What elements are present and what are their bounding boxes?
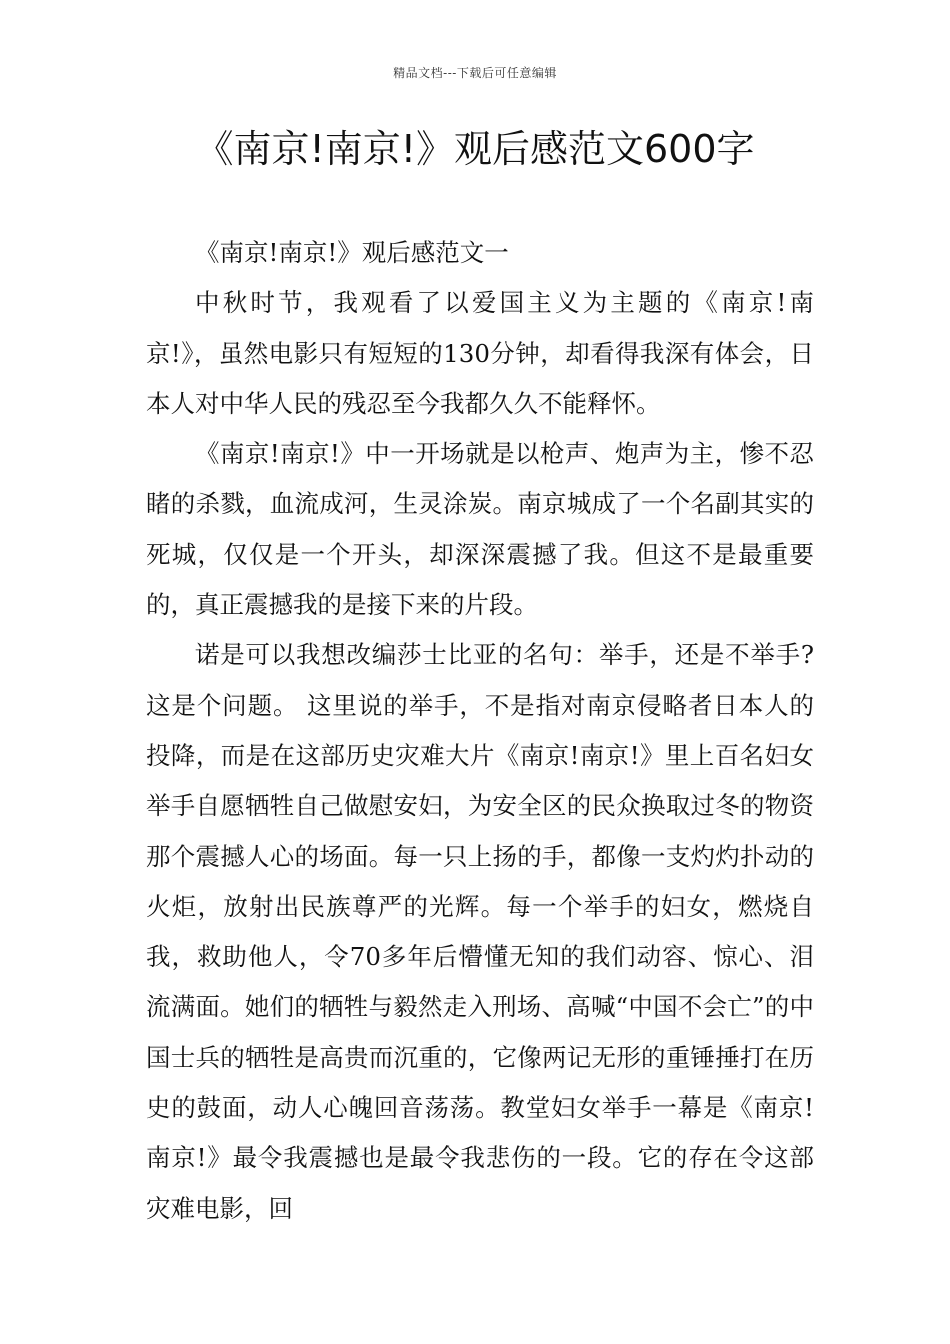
document-body [146, 228, 814, 1234]
paragraph: 中秋时节，我观看了以爱国主义为主题的《南京!南京!》，虽然电影只有短短的130分钟，却看得我深有体会，日本人对中华人民的残忍至今我都久久不能释怀。 [146, 288, 814, 418]
paragraph: 《南京!南京!》中一开场就是以枪声、炮声为主，惨不忍睹的杀戮，血流成河，生灵涂炭。南京城成了一个名副其实的死城，仅仅是一个开头，却深深震撼了我。但这不是最重要的，真正震撼我的是接下来的片段。 [146, 439, 814, 620]
section-subtitle: 《南京!南京!》观后感范文一 [195, 238, 509, 267]
paragraph: 诺是可以我想改编莎士比亚的名句：举手，还是不举手?这是个问题。 这里说的举手，不是指对南京侵略者日本人的投降，而是在这部历史灾难大片《南京!南京!》里上百名妇女举手自愿牺牲自己做慰安妇，为安全区的民众换取过冬的物资那个震撼人心的场面。每一只上扬的手，都像一支灼灼扑动的火炬，放射出民族尊严的光辉。每一个举手的妇女，燃烧自我，救助他人，令70多年后懵懂无知的我们动容、惊心、泪流满面。她们的牺牲与毅然走入刑场、高喊“中国不会亡”的中国士兵的牺牲是高贵而沉重的，它像两记无形的重锤捶打在历史的鼓面，动人心魄回音荡荡。教堂妇女举手一幕是《南京!南京!》最令我震撼也是最令我悲伤的一段。它的存在令这部灾难电影，回 [146, 640, 814, 1223]
header-note: 精品文档---下载后可任意编辑 [393, 66, 557, 80]
document-title: 《南京!南京!》观后感范文600字 [195, 127, 755, 171]
